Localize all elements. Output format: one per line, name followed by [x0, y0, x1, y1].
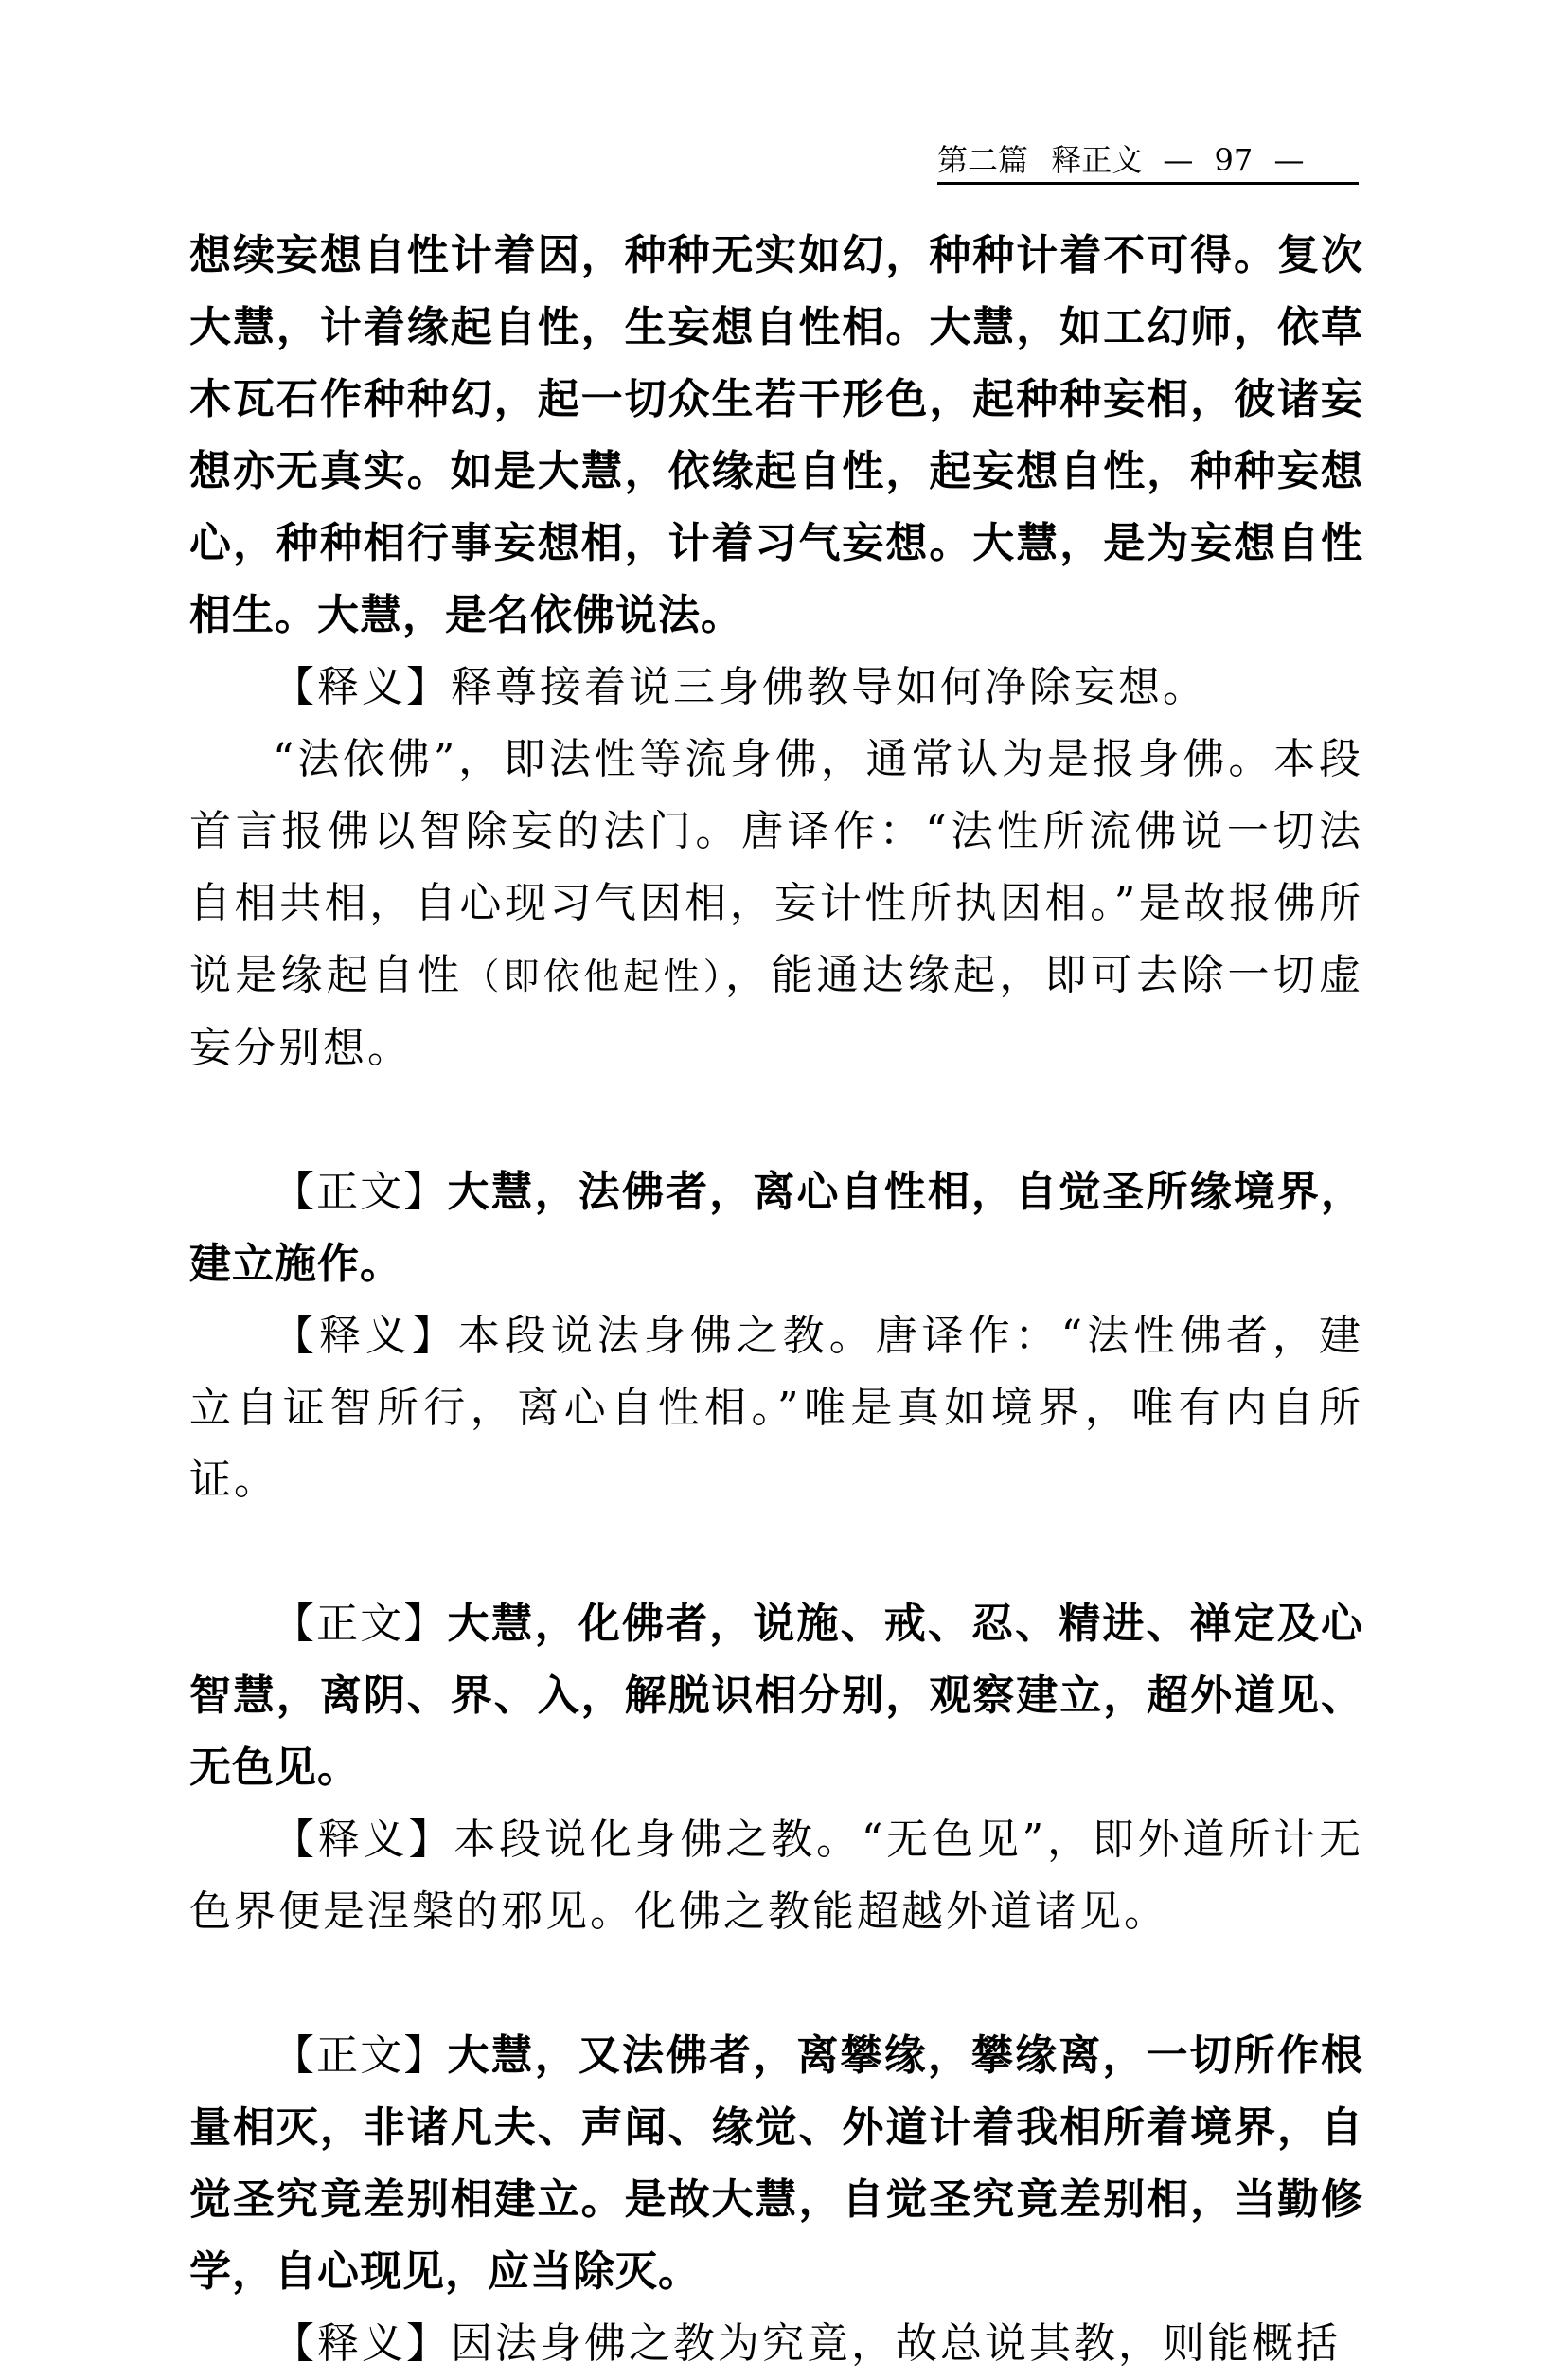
section-gap	[189, 1948, 1363, 2020]
main-text: 想续妄想自性计着因，种种无实如幻，种种计着不可得。复次大慧，计着缘起自性，生妄想自性相。大慧，如工幻师，依草木瓦石作种种幻，起一切众生若干形色，起种种妄相，彼诸妄想亦无真实。如是大慧，依缘起自性，起妄想自性，种种妄想心，种种相行事妄想相，计着习气妄想。大慧，是为妄想自性相生。大慧，是名依佛说法。	[189, 231, 1363, 639]
commentary-paragraph	[189, 724, 1363, 1084]
commentary-tag: 【释义】	[273, 2319, 451, 2368]
main-text: 大慧，化佛者，说施、戒、忍、精进、禅定及心智慧，离阴、界、入，解脱识相分别，观察建立，超外道见、无色见。	[189, 1600, 1363, 1792]
commentary-text: 本段说化身佛之教。“无色见”，即外道所计无色界便是涅槃的邪见。化佛之教能超越外道诸见。	[189, 1816, 1363, 1936]
main-text-tag: 【正文】	[273, 1168, 448, 1216]
running-head	[937, 140, 1373, 180]
commentary-tag: 【释义】	[273, 1312, 458, 1360]
commentary-paragraph	[189, 1804, 1363, 1948]
main-text-tag: 【正文】	[273, 2031, 448, 2080]
chapter-title: 释正文	[1051, 142, 1143, 178]
part-title: 第二篇	[937, 142, 1029, 178]
commentary-paragraph	[189, 1300, 1363, 1516]
page-number: 97	[1214, 142, 1254, 178]
main-text-paragraph	[189, 220, 1363, 652]
commentary-text: “法依佛”，即法性等流身佛，通常认为是报身佛。本段首言报佛以智除妄的法门。唐译作：“法性所流佛说一切法自相共相，自心现习气因相，妄计性所执因相。”是故报佛所说是缘起自性	[189, 735, 1363, 999]
section-gap	[189, 1516, 1363, 1588]
main-text-tag: 【正文】	[273, 1600, 448, 1648]
commentary-text: 本段说法身佛之教。唐译作：“法性佛者，建立自证智所行，离心自性相。”唯是真如境界，唯有内自所证。	[189, 1312, 1364, 1504]
commentary-text: 释尊接着说三身佛教导如何净除妄想。	[451, 663, 1207, 711]
commentary-paragraph	[189, 652, 1363, 724]
commentary-text: 因法身佛之教为究竟，故总说其教，则能概括	[451, 2319, 1341, 2368]
main-text-paragraph	[189, 2020, 1363, 2308]
main-text: 大慧，法佛者，离心自性相，自觉圣所缘境界，建立施作。	[189, 1168, 1363, 1288]
commentary-note: （即依他起性）	[463, 956, 726, 997]
main-text: 大慧，又法佛者，离攀缘，攀缘离，一切所作根量相灭，非诸凡夫、声闻、缘觉、外道计着我相所着境界，自觉圣究竟差别相建立。是故大慧，自觉圣究竟差别相，当勤修学，自心现见，应当除灭。	[189, 2031, 1363, 2296]
main-text-paragraph	[189, 1588, 1363, 1804]
page-dash-right: —	[1273, 142, 1305, 178]
main-text-paragraph	[189, 1156, 1363, 1300]
commentary-paragraph	[189, 2308, 1363, 2380]
section-gap	[189, 1084, 1363, 1156]
commentary-text: ，能通达缘起，即可去除一切虚妄分别想。	[189, 951, 1364, 1072]
page-dash-left: —	[1163, 142, 1194, 178]
commentary-tag: 【释义】	[273, 663, 451, 711]
commentary-tag: 【释义】	[273, 1816, 454, 1864]
header-rule	[937, 182, 1359, 185]
body-text	[189, 220, 1363, 2380]
